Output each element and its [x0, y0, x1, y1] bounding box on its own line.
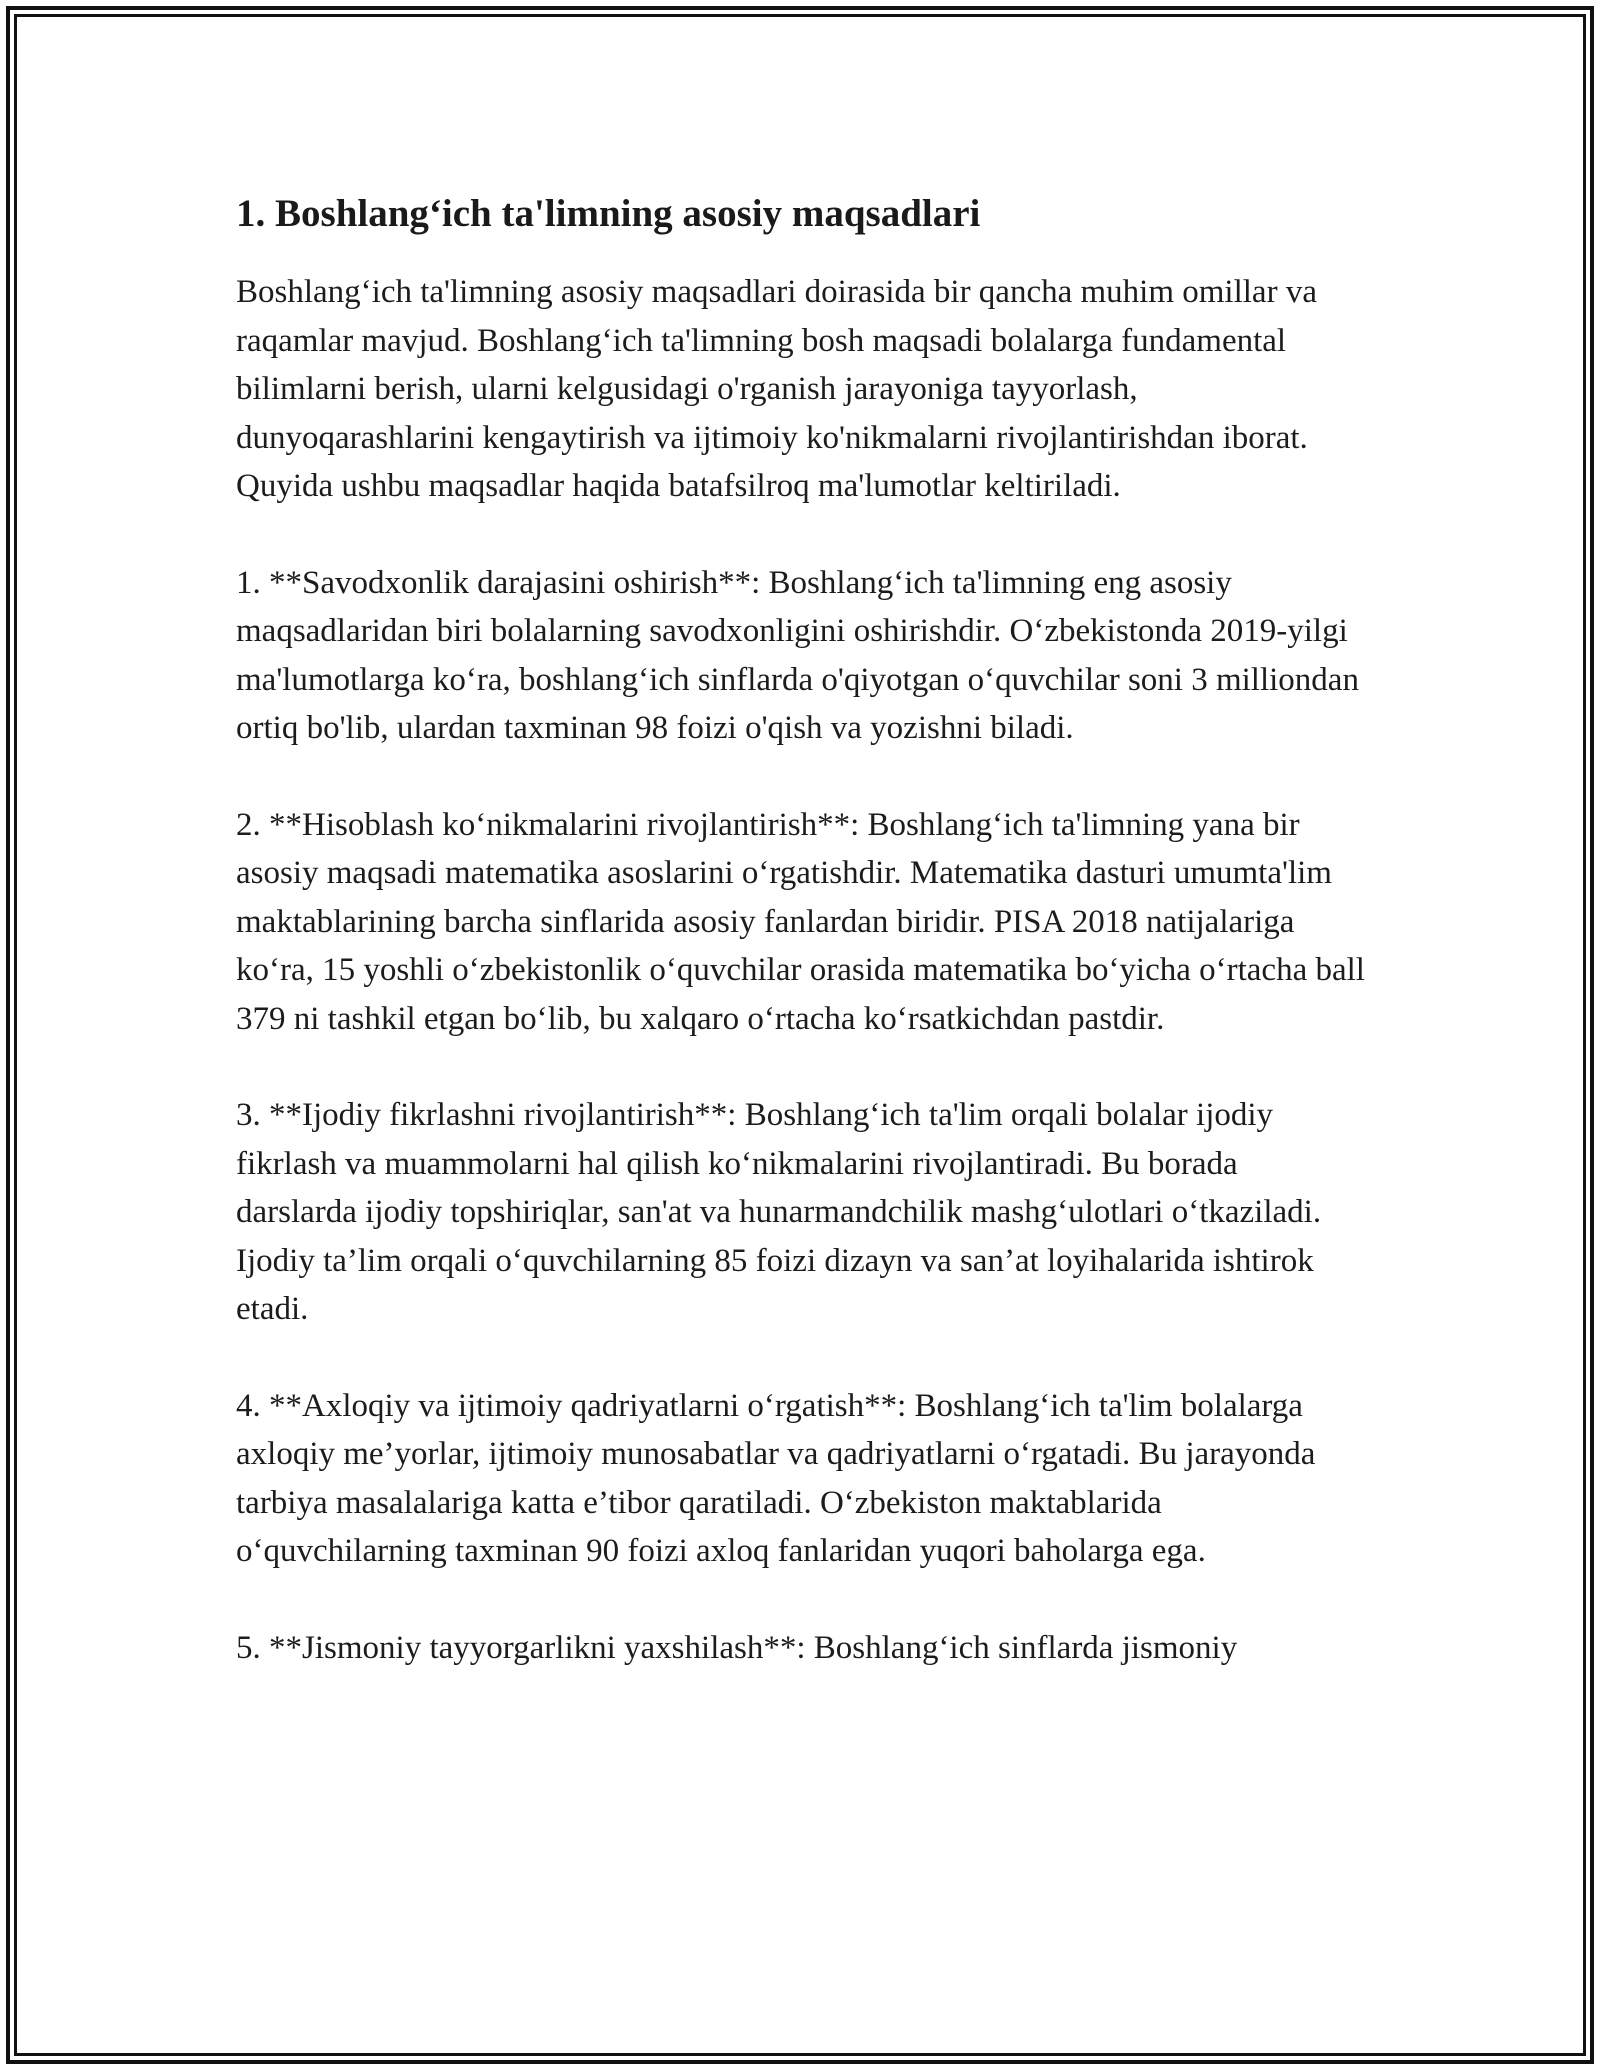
list-item-hisoblash: 2. **Hisoblash ko‘nikmalarini rivojlantirish**: Boshlang‘ich ta'limning yana bir asosiy maqsadi matematika asoslarini o‘rgatishdir. Matematika dasturi umumta'lim maktablarining barcha sinflarida asosiy fanlardan biridir. PISA 2018 natijalariga ko‘ra, 15 yoshli o‘zbekistonlik o‘quvchilar orasida matematika bo‘yicha o‘rtacha ball 379 ni tashkil etgan bo‘lib, bu xalqaro o‘rtacha ko‘rsatkichdan pastdir.	[236, 806, 1365, 1037]
list-item-ijodiy-fikrlash: 3. **Ijodiy fikrlashni rivojlantirish**: Boshlang‘ich ta'lim orqali bolalar ijodiy fikrlash va muammolarni hal qilish ko‘nikmalarini rivojlantiradi. Bu borada darslarda ijodiy topshiriqlar, san'at va hunarmandchilik mashg‘ulotlari o‘tkaziladi. Ijodiy ta’lim orqali o‘quvchilarning 85 foizi dizayn va san’at loyihalarida ishtirok etadi.	[236, 1097, 1322, 1327]
document-body	[236, 186, 1366, 1720]
intro-paragraph: Boshlang‘ich ta'limning asosiy maqsadlari doirasida bir qancha muhim omillar va raqamlar mavjud. Boshlang‘ich ta'limning bosh maqsadi bolalarga fundamental bilimlarni berish, ularni kelgusidagi o'rganish jarayoniga tayyorlash, dunyoqarashlarini kengaytirish va ijtimoiy ko'nikmalarni rivojlantirishdan iborat. Quyida ushbu maqsadlar haqida batafsilroq ma'lumotlar keltiriladi.	[236, 274, 1317, 504]
list-item-jismoniy-tayyorgarlik: 5. **Jismoniy tayyorgarlikni yaxshilash**: Boshlang‘ich sinflarda jismoniy	[236, 1629, 1238, 1666]
list-item-axloqiy-qadriyatlar: 4. **Axloqiy va ijtimoiy qadriyatlarni o‘rgatish**: Boshlang‘ich ta'lim bolalarga axloqiy me’yorlar, ijtimoiy munosabatlar va qadriyatlarni o‘rgatadi. Bu jarayonda tarbiya masalalariga katta e’tibor qaratiladi. O‘zbekiston maktablarida o‘quvchilarning taxminan 90 foizi axloq fanlaridan yuqori baholarga ega.	[236, 1387, 1316, 1569]
document-title: 1. Boshlang‘ich ta'limning asosiy maqsadlari	[236, 192, 981, 235]
list-item-savodxonlik: 1. **Savodxonlik darajasini oshirish**: Boshlang‘ich ta'limning eng asosiy maqsadlaridan biri bolalarning savodxonligini oshirishdir. O‘zbekistonda 2019-yilgi ma'lumotlarga ko‘ra, boshlang‘ich sinflarda o'qiyotgan o‘quvchilar soni 3 milliondan ortiq bo'lib, ulardan taxminan 98 foizi o'qish va yozishni biladi.	[236, 564, 1359, 746]
